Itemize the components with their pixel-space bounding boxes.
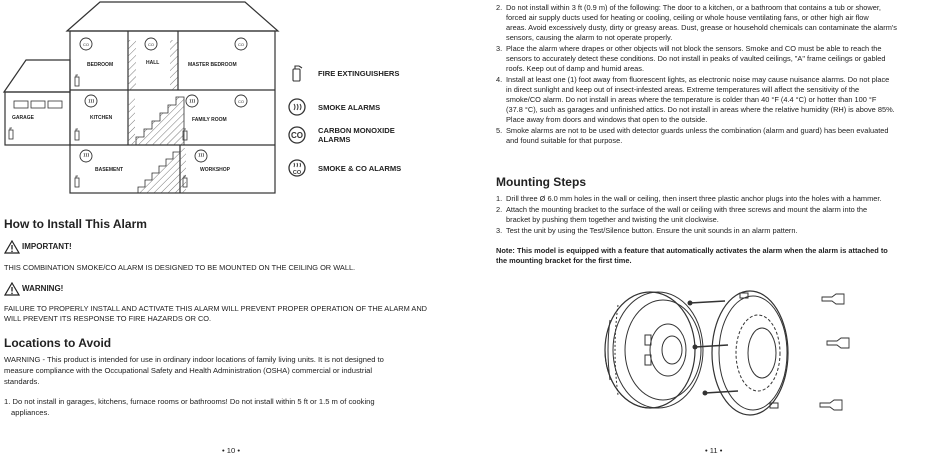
locations-heading: Locations to Avoid: [4, 336, 112, 350]
mounting-illustration: [590, 275, 870, 435]
svg-text:CO: CO: [291, 131, 303, 140]
avoid-item-line: areas. Avoid excessively dusty, dirty or greasy areas. Dust, grease or household chemicals can contaminate the alarm's: [506, 23, 897, 32]
important-text: THIS COMBINATION SMOKE/CO ALARM IS DESIGNED TO BE MOUNTED ON THE CEILING OR WALL.: [4, 263, 356, 272]
page-number-left: • 10 •: [222, 446, 240, 455]
locations-warning-1: WARNING - This product is intended for use in ordinary indoor locations of family living units. It is not designed to: [4, 355, 384, 364]
mounting-steps-list: [496, 194, 948, 236]
avoid-item-number: 5.: [496, 126, 503, 135]
avoid-item-number: 4.: [496, 75, 503, 84]
room-label-workshop: WORKSHOP: [200, 167, 230, 173]
mounting-step-item-number: 2.: [496, 205, 503, 214]
install-heading: How to Install This Alarm: [4, 217, 147, 231]
warning-triangle-icon: [4, 282, 20, 296]
locations-warning-2: measure compliance with the Occupational Safety and Health Administration (OSHA) commercial or industrial: [4, 366, 373, 375]
avoid-item-line: sensors, causing the alarm to not operate properly.: [506, 33, 673, 42]
mounting-step-item-line: Test the unit by using the Test/Silence button. Ensure the unit sounds in an alarm pattern.: [506, 226, 798, 235]
avoid-item-line: Smoke alarms are not to be used with detector guards unless the combination (alarm and guard) has been evaluated: [506, 126, 889, 135]
warning-label-row: [4, 282, 63, 296]
legend-item-fire-extinguishers: FIRE EXTINGUISHERS: [288, 64, 399, 82]
avoid-item-number: 3.: [496, 44, 503, 53]
avoid-item-line: Install at least one (1) foot away from fluorescent lights, as electronic noise may cause nuisance alarms. Do not place: [506, 75, 890, 84]
mounting-step-item-text: [506, 205, 867, 225]
svg-text:CO: CO: [148, 42, 154, 47]
mounting-steps-container: [496, 194, 948, 237]
room-label-master-bedroom: MASTER BEDROOM: [188, 62, 237, 68]
avoid-item-line: (37.8 °C), such as garages and unfinished attics. Do not install in areas where the relative humidity (RH) is above 85%.: [506, 105, 895, 114]
house-diagram: [0, 0, 280, 195]
mounting-step-item-number: 1.: [496, 194, 503, 203]
right-page: [475, 0, 950, 466]
carbon-monoxide-icon: [288, 126, 306, 144]
avoid-item-text: [506, 75, 895, 125]
room-label-hall: HALL: [146, 60, 160, 66]
mounting-step-item-text: [506, 226, 798, 236]
avoid-item: [496, 126, 946, 146]
avoid-item-line: forced air supply ducts used for heating or cooling, ceiling or whole house ventilating fans, or other high air flow: [506, 13, 869, 22]
warning-text-2: WILL PREVENT ITS RESPONSE TO FIRE HAZARDS OR CO.: [4, 314, 212, 323]
avoid-item-text: [506, 126, 888, 146]
mounting-step-item-line: Drill three Ø 6.0 mm holes in the wall or ceiling, then insert three plastic anchor plugs into the holes with a hammer.: [506, 194, 882, 203]
room-label-garage: GARAGE: [12, 115, 34, 121]
avoid-item-text: [506, 44, 886, 74]
note-line-2: the mounting bracket for the first time.: [496, 256, 632, 265]
mounting-step-item-line: Attach the mounting bracket to the surface of the wall or ceiling with three screws and mount the alarm into the: [506, 205, 868, 214]
avoid-item: [496, 44, 946, 74]
room-label-family-room: FAMILY ROOM: [192, 117, 227, 123]
avoid-item-line: roofs. Keep out of damp and humid areas.: [506, 64, 645, 73]
avoid-item-text: [506, 3, 897, 43]
mounting-step-item-number: 3.: [496, 226, 503, 235]
avoid-list: [496, 3, 946, 146]
avoid-item-1-continued: appliances.: [11, 408, 50, 417]
legend-item-carbon-monoxide: CO CARBON MONOXIDE ALARMS: [288, 126, 395, 144]
avoid-item-line: Do not install within 3 ft (0.9 m) of the following: The door to a kitchen, or a bathroom that contains a tub or shower,: [506, 3, 881, 12]
smoke-co-icon: [288, 159, 306, 177]
warning-text-1: FAILURE TO PROPERLY INSTALL AND ACTIVATE THIS ALARM WILL PREVENT PROPER OPERATION OF THE ALARM AND: [4, 304, 428, 313]
warning-label: WARNING!: [22, 284, 64, 294]
mounting-step-item-line: bracket by pushing them together and twisting the unit clockwise.: [506, 215, 719, 224]
avoid-item-line: sensors to accurately detect these conditions. Do not install in peaks of vaulted ceilings, "A" frame ceilings or gabled: [506, 54, 886, 63]
room-label-bedroom: BEDROOM: [87, 62, 114, 68]
avoid-item: [496, 3, 946, 43]
avoid-item-number: 2.: [496, 3, 503, 12]
room-label-kitchen: KITCHEN: [90, 115, 113, 121]
mounting-step-item: [496, 194, 948, 204]
important-label: IMPORTANT!: [22, 242, 72, 252]
avoid-item-1: 1. Do not install in garages, kitchens, furnace rooms or bathrooms! Do not install within 5 ft or 1.5 m of cooking: [4, 397, 375, 406]
legend-item-smoke-alarms: SMOKE ALARMS: [288, 98, 380, 116]
locations-warning-3: standards.: [4, 377, 40, 386]
avoid-item-line: Place away from doors and windows that open to the outside.: [506, 115, 708, 124]
avoid-item-line: and found suitable for that purpose.: [506, 136, 623, 145]
warning-triangle-icon: [4, 240, 20, 254]
note-line-1: Note: This model is equipped with a feature that automatically activates the alarm when the alarm is attached to: [496, 246, 888, 255]
svg-text:CO: CO: [83, 42, 89, 47]
room-label-basement: BASEMENT: [95, 167, 124, 173]
mounting-step-item-text: [506, 194, 881, 204]
important-label-row: [4, 240, 72, 254]
mounting-step-item: [496, 226, 948, 236]
mounting-heading: Mounting Steps: [496, 175, 586, 189]
avoid-items-list: [496, 3, 946, 147]
mounting-step-item: [496, 205, 948, 225]
legend-item-smoke-co: CO SMOKE & CO ALARMS: [288, 159, 401, 177]
svg-text:CO: CO: [238, 99, 244, 104]
avoid-item-line: in direct sunlight and keep out of insect-infested areas. Extreme temperatures will affect the sensitivity of the: [506, 85, 860, 94]
note-block: [496, 246, 888, 266]
avoid-item: [496, 75, 946, 125]
page-number-right: • 11 •: [705, 446, 723, 455]
avoid-item-line: Place the alarm where drapes or other objects will not block the sensors. Smoke and CO must be able to reach the: [506, 44, 882, 53]
svg-text:CO: CO: [238, 42, 244, 47]
svg-text:CO: CO: [292, 170, 302, 176]
fire-extinguisher-icon: [288, 64, 306, 82]
avoid-item-line: smoke/CO alarm. Do not install in areas where the temperature is colder than 40 °F (4.4 °C) or hotter than 100 °F: [506, 95, 877, 104]
smoke-alarm-icon: [288, 98, 306, 116]
